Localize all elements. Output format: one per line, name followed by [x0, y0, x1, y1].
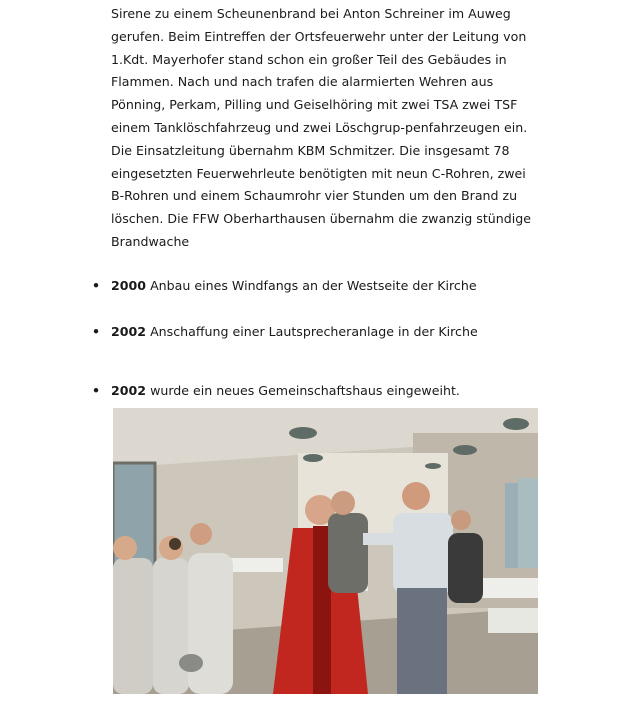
bullet-marker: • — [92, 278, 101, 293]
trousers — [397, 588, 447, 694]
ceiling-lamp — [289, 427, 317, 439]
altar-server — [153, 558, 189, 694]
paragraph-line: eingesetzten Feuerwehrleute benötigten mit neun C-Rohren, zwei — [111, 165, 526, 181]
censer — [179, 654, 203, 672]
paragraph-line: Sirene zu einem Scheunenbrand bei Anton Schreiner im Auweg — [111, 6, 511, 21]
list-item-2002-gemeinschaftshaus — [92, 382, 460, 400]
paragraph-line: löschen. Die FFW Oberharthausen übernahm die zwanzig stündige — [111, 211, 531, 227]
bullet-text: wurde ein neues Gemeinschaftshaus eingeweiht. — [146, 383, 460, 398]
list-item-2000-windfang — [92, 277, 477, 295]
list-item-2002-lautsprecher — [92, 323, 478, 341]
paragraph-line: einem Tanklöschfahrzeug und zwei Löschgrup-penfahrzeugen ein. — [111, 119, 528, 135]
bullet-marker: • — [92, 324, 101, 339]
bullet-text: Anbau eines Windfangs an der Westseite der Kirche — [146, 278, 477, 293]
bullet-year: 2000 — [111, 278, 147, 293]
paragraph-line: Brandwache — [111, 233, 190, 249]
paragraph-line: Flammen. Nach und nach trafen die alarmierten Wehren aus — [111, 74, 494, 90]
bullet-text: Anschaffung einer Lautsprecheranlage in der Kirche — [146, 324, 478, 339]
bullet-year: 2002 — [111, 383, 147, 398]
bullet-marker: • — [92, 383, 101, 398]
man-checkered-shirt — [393, 513, 453, 593]
photo-illustration — [113, 408, 538, 694]
paragraph-line: 1.Kdt. Mayerhofer stand schon ein großer Teil des Gebäudes in — [111, 51, 507, 67]
paragraph-line: B-Rohren und einem Schaumrohr vier Stunden um den Brand zu — [111, 188, 518, 204]
paragraph-line: Pönning, Perkam, Pilling und Geiselhöring mit zwei TSA zwei TSF — [111, 97, 518, 113]
paragraph-line: gerufen. Beim Eintreffen der Ortsfeuerwehr unter der Leitung von — [111, 28, 527, 44]
paragraph-line: Die Einsatzleitung übernahm KBM Schmitzer. Die insgesamt 78 — [111, 142, 510, 158]
bullet-year: 2002 — [111, 324, 147, 339]
consecration-photo — [113, 408, 538, 694]
history-paragraph — [111, 3, 541, 254]
